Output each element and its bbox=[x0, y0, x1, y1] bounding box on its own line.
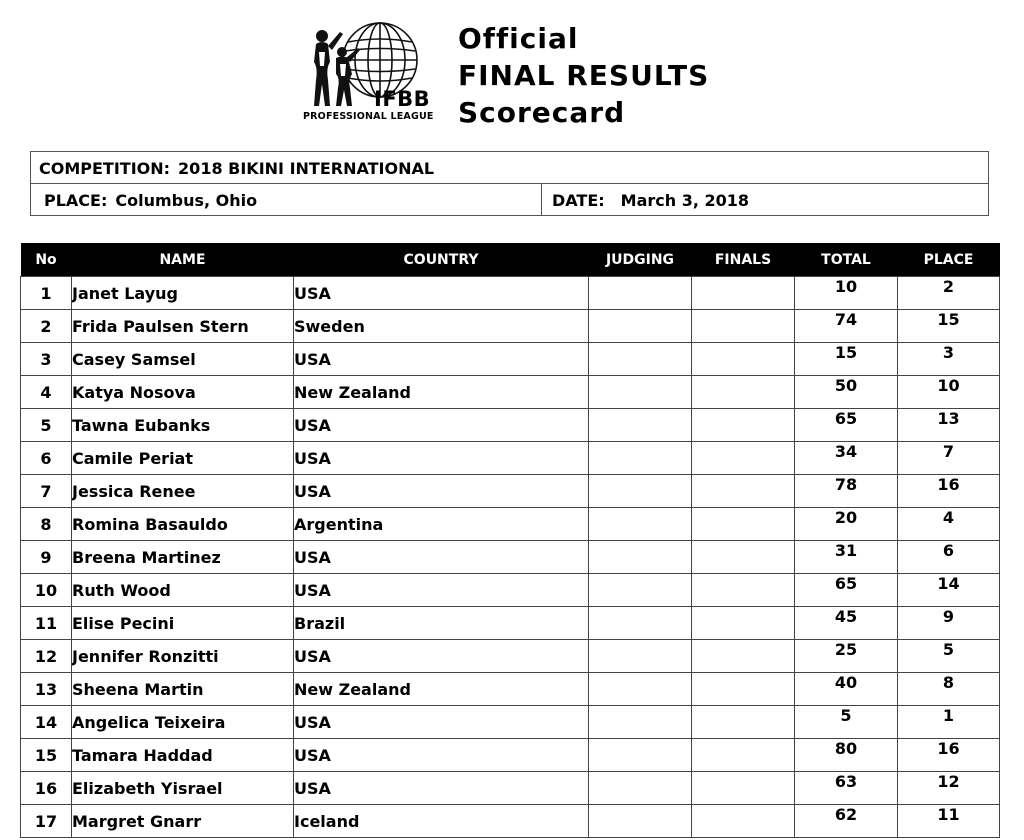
title-line-final-results: FINAL RESULTS bbox=[458, 59, 710, 92]
table-row bbox=[21, 541, 1000, 574]
finals-score bbox=[692, 475, 795, 508]
judging-score bbox=[589, 772, 692, 805]
competitor-name: Sheena Martin bbox=[72, 673, 294, 706]
total-score: 20 bbox=[795, 508, 898, 541]
judging-score bbox=[589, 442, 692, 475]
finals-score bbox=[692, 310, 795, 343]
final-place: 11 bbox=[898, 805, 1000, 838]
final-place: 6 bbox=[898, 541, 1000, 574]
competitor-number: 9 bbox=[21, 541, 72, 574]
competitor-number: 6 bbox=[21, 442, 72, 475]
col-header-total: TOTAL bbox=[795, 243, 898, 277]
date-field bbox=[552, 191, 749, 210]
table-row bbox=[21, 673, 1000, 706]
competitor-country: USA bbox=[294, 541, 589, 574]
judging-score bbox=[589, 475, 692, 508]
logo-pro-league-text: PROFESSIONAL LEAGUE bbox=[303, 111, 434, 122]
competitor-number: 4 bbox=[21, 376, 72, 409]
competitor-name: Camile Periat bbox=[72, 442, 294, 475]
competitor-name: Frida Paulsen Stern bbox=[72, 310, 294, 343]
table-row bbox=[21, 607, 1000, 640]
total-score: 5 bbox=[795, 706, 898, 739]
final-place: 2 bbox=[898, 277, 1000, 310]
judging-score bbox=[589, 343, 692, 376]
competitor-country: USA bbox=[294, 343, 589, 376]
competitor-number: 7 bbox=[21, 475, 72, 508]
competitor-name: Elise Pecini bbox=[72, 607, 294, 640]
document-title bbox=[458, 20, 709, 131]
competitor-country: Sweden bbox=[294, 310, 589, 343]
competitor-name: Ruth Wood bbox=[72, 574, 294, 607]
competitor-number: 12 bbox=[21, 640, 72, 673]
table-row bbox=[21, 508, 1000, 541]
judging-score bbox=[589, 607, 692, 640]
total-score: 15 bbox=[795, 343, 898, 376]
table-row bbox=[21, 409, 1000, 442]
final-place: 8 bbox=[898, 673, 1000, 706]
table-row bbox=[21, 739, 1000, 772]
competitor-country: Brazil bbox=[294, 607, 589, 640]
competitor-name: Romina Basauldo bbox=[72, 508, 294, 541]
place-value: Columbus, Ohio bbox=[115, 191, 258, 210]
final-place: 13 bbox=[898, 409, 1000, 442]
competitor-number: 17 bbox=[21, 805, 72, 838]
judging-score bbox=[589, 541, 692, 574]
judging-score bbox=[589, 409, 692, 442]
competitor-name: Jennifer Ronzitti bbox=[72, 640, 294, 673]
ifbb-logo bbox=[300, 22, 442, 124]
finals-score bbox=[692, 706, 795, 739]
competitor-number: 1 bbox=[21, 277, 72, 310]
judging-score bbox=[589, 376, 692, 409]
competitor-number: 10 bbox=[21, 574, 72, 607]
finals-score bbox=[692, 673, 795, 706]
final-place: 4 bbox=[898, 508, 1000, 541]
final-place: 5 bbox=[898, 640, 1000, 673]
date-value: March 3, 2018 bbox=[620, 191, 750, 210]
total-score: 65 bbox=[795, 574, 898, 607]
final-place: 15 bbox=[898, 310, 1000, 343]
place-date-row bbox=[31, 184, 988, 216]
competitor-name: Margret Gnarr bbox=[72, 805, 294, 838]
col-header-finals: FINALS bbox=[692, 243, 795, 277]
competitor-name: Tamara Haddad bbox=[72, 739, 294, 772]
judging-score bbox=[589, 277, 692, 310]
competitor-number: 15 bbox=[21, 739, 72, 772]
competitor-name: Breena Martinez bbox=[72, 541, 294, 574]
total-score: 34 bbox=[795, 442, 898, 475]
table-row bbox=[21, 310, 1000, 343]
total-score: 10 bbox=[795, 277, 898, 310]
competitor-country: Argentina bbox=[294, 508, 589, 541]
competition-field bbox=[39, 159, 434, 178]
logo-ifbb-text: IFBB bbox=[374, 87, 431, 111]
table-row bbox=[21, 772, 1000, 805]
info-divider bbox=[541, 184, 542, 216]
competitor-country: USA bbox=[294, 706, 589, 739]
finals-score bbox=[692, 409, 795, 442]
table-header-row bbox=[21, 243, 1000, 277]
col-header-place: PLACE bbox=[898, 243, 1000, 277]
total-score: 50 bbox=[795, 376, 898, 409]
competitor-country: USA bbox=[294, 475, 589, 508]
final-place: 14 bbox=[898, 574, 1000, 607]
final-place: 7 bbox=[898, 442, 1000, 475]
col-header-name: NAME bbox=[72, 243, 294, 277]
finals-score bbox=[692, 574, 795, 607]
competition-row bbox=[31, 152, 988, 184]
competitor-country: USA bbox=[294, 277, 589, 310]
competitor-country: USA bbox=[294, 409, 589, 442]
finals-score bbox=[692, 772, 795, 805]
competitor-number: 14 bbox=[21, 706, 72, 739]
judging-score bbox=[589, 706, 692, 739]
judging-score bbox=[589, 310, 692, 343]
finals-score bbox=[692, 607, 795, 640]
finals-score bbox=[692, 442, 795, 475]
total-score: 62 bbox=[795, 805, 898, 838]
date-label: DATE: bbox=[552, 191, 605, 210]
competitor-number: 11 bbox=[21, 607, 72, 640]
total-score: 74 bbox=[795, 310, 898, 343]
judging-score bbox=[589, 673, 692, 706]
table-row bbox=[21, 706, 1000, 739]
competitor-country: Iceland bbox=[294, 805, 589, 838]
title-line-official: Official bbox=[458, 22, 579, 55]
competition-label: COMPETITION: bbox=[39, 159, 171, 178]
competitor-number: 2 bbox=[21, 310, 72, 343]
place-label: PLACE: bbox=[44, 191, 108, 210]
col-header-country: COUNTRY bbox=[294, 243, 589, 277]
finals-score bbox=[692, 277, 795, 310]
final-place: 16 bbox=[898, 475, 1000, 508]
results-table bbox=[20, 243, 1000, 838]
judging-score bbox=[589, 739, 692, 772]
table-row bbox=[21, 442, 1000, 475]
table-row bbox=[21, 805, 1000, 838]
judging-score bbox=[589, 805, 692, 838]
competitor-name: Casey Samsel bbox=[72, 343, 294, 376]
table-row bbox=[21, 277, 1000, 310]
total-score: 65 bbox=[795, 409, 898, 442]
judging-score bbox=[589, 574, 692, 607]
competition-value: 2018 BIKINI INTERNATIONAL bbox=[178, 159, 435, 178]
total-score: 31 bbox=[795, 541, 898, 574]
final-place: 3 bbox=[898, 343, 1000, 376]
competitor-country: USA bbox=[294, 574, 589, 607]
title-line-scorecard: Scorecard bbox=[458, 96, 626, 129]
finals-score bbox=[692, 805, 795, 838]
final-place: 1 bbox=[898, 706, 1000, 739]
place-field bbox=[44, 191, 257, 210]
competitor-country: USA bbox=[294, 739, 589, 772]
total-score: 25 bbox=[795, 640, 898, 673]
competitor-name: Jessica Renee bbox=[72, 475, 294, 508]
final-place: 12 bbox=[898, 772, 1000, 805]
final-place: 10 bbox=[898, 376, 1000, 409]
competitor-name: Tawna Eubanks bbox=[72, 409, 294, 442]
table-row bbox=[21, 574, 1000, 607]
total-score: 63 bbox=[795, 772, 898, 805]
finals-score bbox=[692, 640, 795, 673]
finals-score bbox=[692, 541, 795, 574]
col-header-no: No bbox=[21, 243, 72, 277]
competitor-number: 8 bbox=[21, 508, 72, 541]
competitor-country: USA bbox=[294, 640, 589, 673]
competitor-number: 16 bbox=[21, 772, 72, 805]
competitor-number: 13 bbox=[21, 673, 72, 706]
results-body bbox=[21, 277, 1000, 838]
competitor-country: New Zealand bbox=[294, 673, 589, 706]
judging-score bbox=[589, 640, 692, 673]
table-row bbox=[21, 475, 1000, 508]
competitor-number: 3 bbox=[21, 343, 72, 376]
competitor-country: USA bbox=[294, 772, 589, 805]
competitor-country: USA bbox=[294, 442, 589, 475]
competitor-name: Janet Layug bbox=[72, 277, 294, 310]
table-row bbox=[21, 343, 1000, 376]
competitor-name: Katya Nosova bbox=[72, 376, 294, 409]
table-row bbox=[21, 640, 1000, 673]
competitor-number: 5 bbox=[21, 409, 72, 442]
finals-score bbox=[692, 739, 795, 772]
total-score: 45 bbox=[795, 607, 898, 640]
competitor-country: New Zealand bbox=[294, 376, 589, 409]
judging-score bbox=[589, 508, 692, 541]
finals-score bbox=[692, 376, 795, 409]
competitor-name: Elizabeth Yisrael bbox=[72, 772, 294, 805]
total-score: 80 bbox=[795, 739, 898, 772]
final-place: 16 bbox=[898, 739, 1000, 772]
col-header-judging: JUDGING bbox=[589, 243, 692, 277]
finals-score bbox=[692, 343, 795, 376]
competitor-name: Angelica Teixeira bbox=[72, 706, 294, 739]
finals-score bbox=[692, 508, 795, 541]
total-score: 78 bbox=[795, 475, 898, 508]
final-place: 9 bbox=[898, 607, 1000, 640]
table-row bbox=[21, 376, 1000, 409]
competition-info-box bbox=[30, 151, 989, 216]
total-score: 40 bbox=[795, 673, 898, 706]
